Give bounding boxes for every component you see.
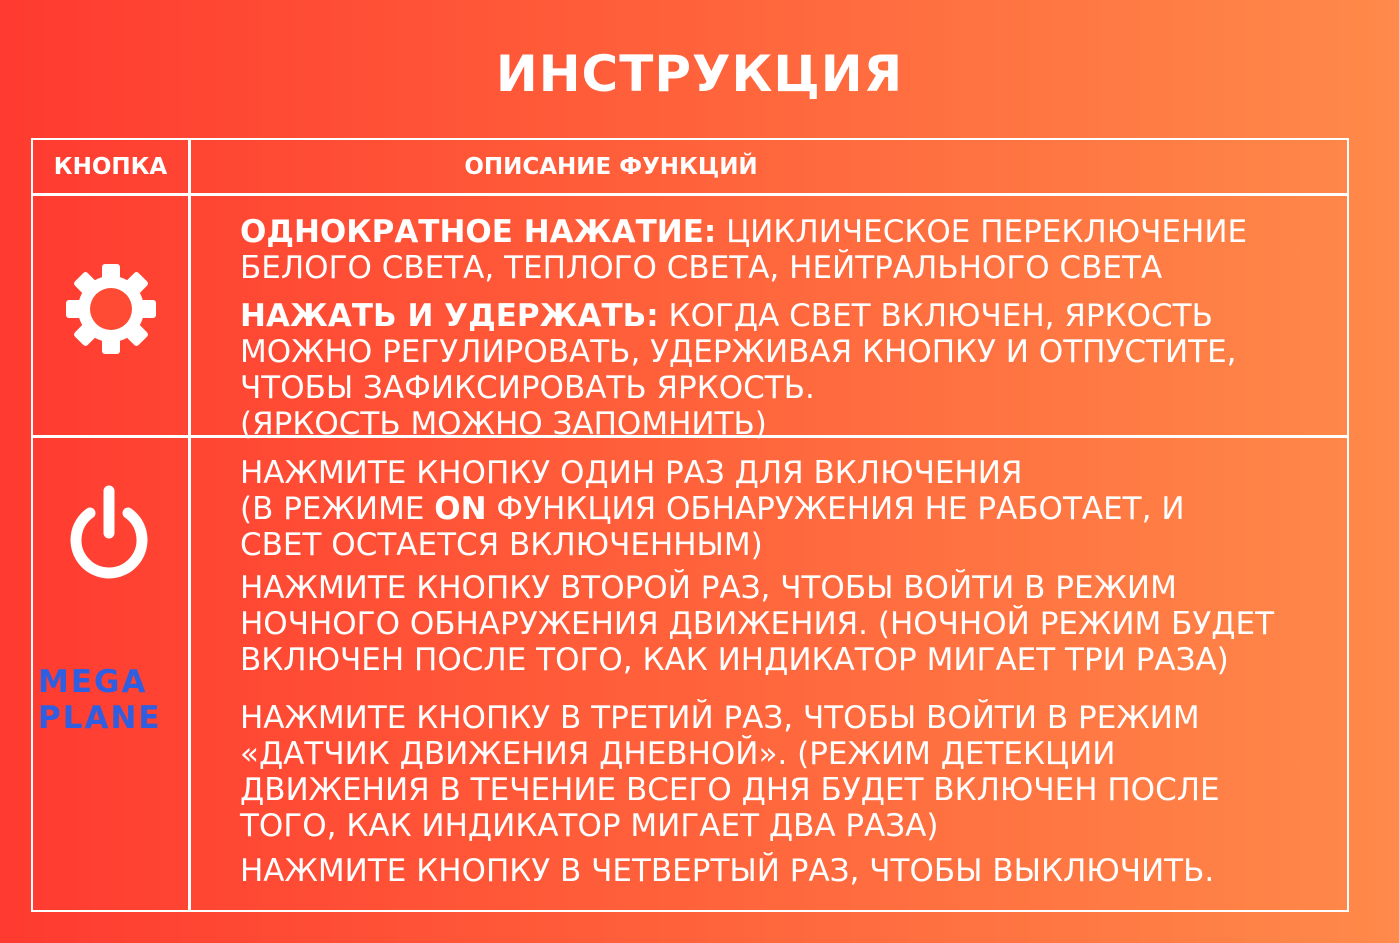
press-hold-text: КОГДА СВЕТ ВКЛЮЧЕН, ЯРКОСТЬ МОЖНО РЕГУЛИРОВАТЬ, УДЕРЖИВАЯ КНОПКУ И ОТПУСТИТЕ, ЧТОБЫ ЗАФИКСИРОВАТЬ ЯРКОСТЬ. (ЯРКОСТЬ МОЖНО ЗАПОМНИТЬ) (240, 298, 1237, 442)
logo-line-2: PLANE (38, 700, 162, 736)
single-press-text: ЦИКЛИЧЕСКОЕ ПЕРЕКЛЮЧЕНИЕ БЕЛОГО СВЕТА, ТЕПЛОГО СВЕТА, НЕЙТРАЛЬНОГО СВЕТА (240, 214, 1248, 286)
brand-logo (38, 664, 188, 736)
first-press-text-after: ФУНКЦИЯ ОБНАРУЖЕНИЯ НЕ РАБОТАЕТ, И СВЕТ ОСТАЕТСЯ ВКЛЮЧЕННЫМ) (240, 491, 1185, 563)
third-press-description: НАЖМИТЕ КНОПКУ В ТРЕТИЙ РАЗ, ЧТОБЫ ВОЙТИ В РЕЖИМ «ДАТЧИК ДВИЖЕНИЯ ДНЕВНОЙ». (РЕЖИМ ДЕТЕКЦИИ ДВИЖЕНИЯ В ТЕЧЕНИЕ ВСЕГО ДНЯ БУДЕТ ВКЛЮЧЕН ПОСЛЕ ТОГО, КАК ИНДИКАТОР МИГАЕТ ДВА РАЗА) (240, 700, 1220, 844)
logo-line-1: MEGA (38, 664, 148, 700)
table-column-divider (188, 138, 191, 912)
single-press-label: ОДНОКРАТНОЕ НАЖАТИЕ: (240, 214, 717, 250)
single-press-description (240, 214, 1350, 286)
press-hold-description (240, 298, 1350, 442)
gear-icon (64, 262, 158, 356)
first-press-text-before: НАЖМИТЕ КНОПКУ ОДИН РАЗ ДЛЯ ВКЛЮЧЕНИЯ (В РЕЖИМЕ (240, 455, 1023, 527)
power-icon (64, 485, 154, 583)
first-press-description (240, 455, 1350, 563)
header-button-column: КНОПКА (53, 154, 168, 180)
second-press-description: НАЖМИТЕ КНОПКУ ВТОРОЙ РАЗ, ЧТОБЫ ВОЙТИ В РЕЖИМ НОЧНОГО ОБНАРУЖЕНИЯ ДВИЖЕНИЯ. (НОЧНОЙ РЕЖИМ БУДЕТ ВКЛЮЧЕН ПОСЛЕ ТОГО, КАК ИНДИКАТОР МИГАЕТ ТРИ РАЗА) (240, 570, 1275, 678)
header-description-column: ОПИСАНИЕ ФУНКЦИЙ (464, 154, 758, 180)
table-header-divider (31, 193, 1349, 196)
press-hold-label: НАЖАТЬ И УДЕРЖАТЬ: (240, 298, 659, 334)
on-mode-label: ON (434, 491, 487, 527)
fourth-press-description: НАЖМИТЕ КНОПКУ В ЧЕТВЕРТЫЙ РАЗ, ЧТОБЫ ВЫКЛЮЧИТЬ. (240, 853, 1215, 889)
page-title: ИНСТРУКЦИЯ (495, 45, 904, 103)
